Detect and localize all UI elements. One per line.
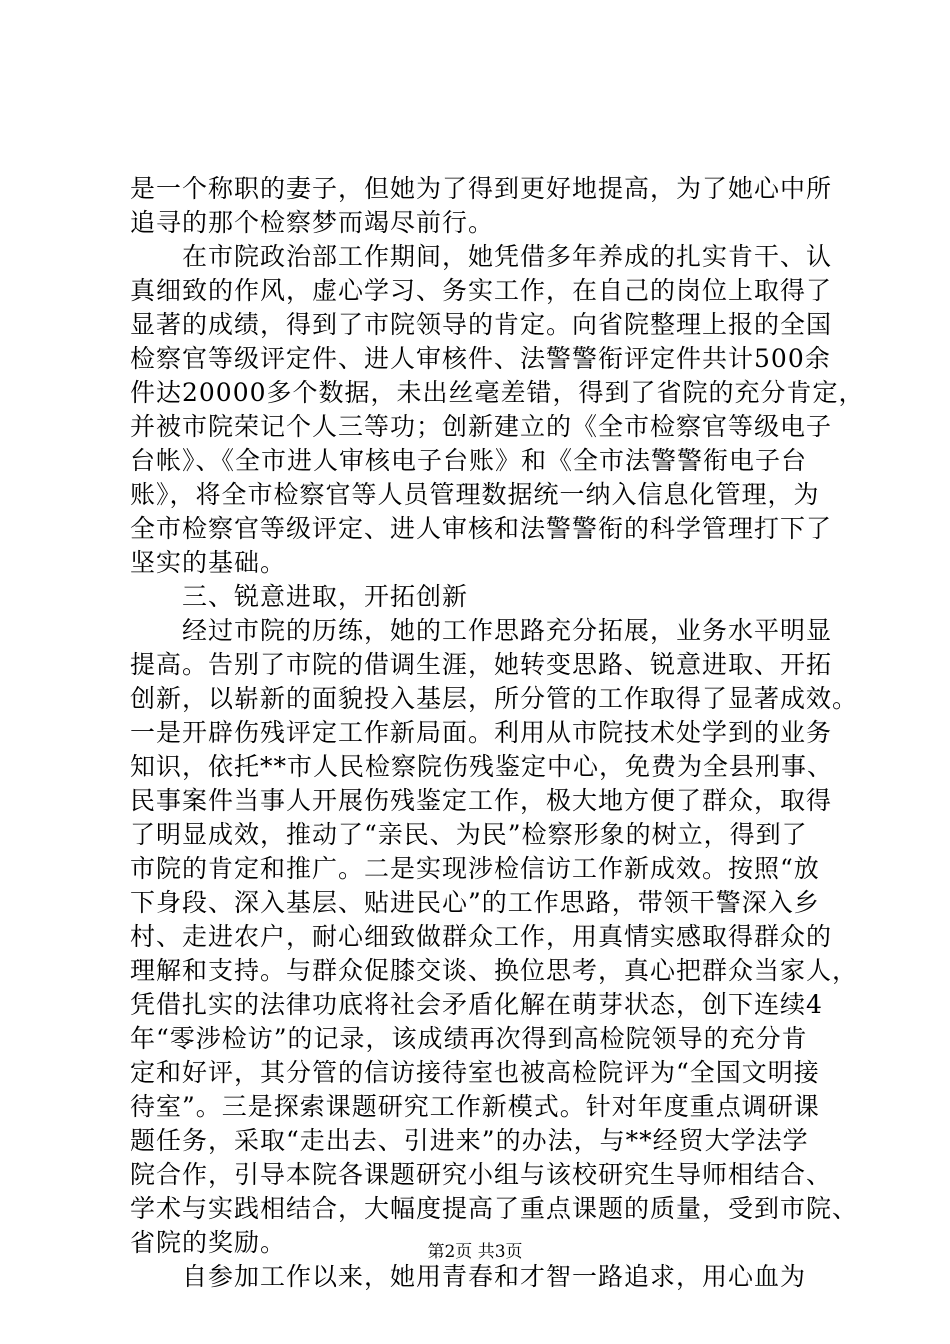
text-line: 定和好评，其分管的信访接待室也被高检院评为“全国文明接	[130, 1058, 820, 1087]
text-line: 追寻的那个检察梦而竭尽前行。	[130, 208, 495, 237]
text-line: 件达20000多个数据，未出丝毫差错，得到了省院的充分肯定，	[130, 378, 865, 407]
text-line: 市院的肯定和推广。二是实现涉检信访工作新成效。按照“放	[130, 854, 820, 883]
text-line: 凭借扎实的法律功底将社会矛盾化解在萌芽状态，创下连续4	[130, 990, 823, 1019]
text-line: 检察官等级评定件、进人审核件、法警警衔评定件共计500余	[130, 344, 831, 373]
text-line: 理解和支持。与群众促膝交谈、换位思考，真心把群众当家人，	[130, 956, 859, 985]
document-body	[130, 172, 865, 1294]
text-line: 坚实的基础。	[130, 548, 287, 577]
text-line: 真细致的作风，虚心学习、务实工作，在自己的岗位上取得了	[130, 276, 833, 305]
section-heading: 三、锐意进取，开拓创新	[130, 582, 469, 611]
text-line: 创新，以崭新的面貌投入基层，所分管的工作取得了显著成效。	[130, 684, 859, 713]
text-line: 并被市院荣记个人三等功；创新建立的《全市检察官等级电子	[130, 412, 833, 441]
text-line: 村、走进农户，耐心细致做群众工作，用真情实感取得群众的	[130, 922, 833, 951]
text-line: 是一个称职的妻子，但她为了得到更好地提高，为了她心中所	[130, 174, 833, 203]
text-line: 台帐》、《全市进人审核电子台账》和《全市法警警衔电子台	[130, 446, 808, 475]
text-line: 账》，将全市检察官等人员管理数据统一纳入信息化管理，为	[130, 480, 820, 509]
text-line: 经过市院的历练，她的工作思路充分拓展，业务水平明显	[130, 616, 833, 645]
text-line: 民事案件当事人开展伤残鉴定工作，极大地方便了群众，取得	[130, 786, 833, 815]
page-footer: 第2页 共3页	[427, 1242, 523, 1262]
text-line: 下身段、深入基层、贴进民心”的工作思路，带领干警深入乡	[130, 888, 820, 917]
text-line: 省院的奖励。	[130, 1228, 287, 1257]
text-line: 全市检察官等级评定、进人审核和法警警衔的科学管理打下了	[130, 514, 833, 543]
text-line: 显著的成绩，得到了市院领导的肯定。向省院整理上报的全国	[130, 310, 833, 339]
text-line: 待室”。三是探索课题研究工作新模式。针对年度重点调研课	[130, 1092, 820, 1121]
text-line: 学术与实践相结合，大幅度提高了重点课题的质量，受到市院、	[130, 1194, 859, 1223]
text-line: 在市院政治部工作期间，她凭借多年养成的扎实肯干、认	[130, 242, 833, 271]
text-line: 年“零涉检访”的记录，该成绩再次得到高检院领导的充分肯	[130, 1024, 808, 1053]
text-line: 知识，依托**市人民检察院伤残鉴定中心，免费为全县刑事、	[130, 752, 834, 781]
text-line: 提高。告别了市院的借调生涯，她转变思路、锐意进取、开拓	[130, 650, 833, 679]
text-line: 一是开辟伤残评定工作新局面。利用从市院技术处学到的业务	[130, 718, 833, 747]
text-line: 自参加工作以来，她用青春和才智一路追求，用心血为	[130, 1262, 807, 1291]
text-line: 题任务，采取“走出去、引进来”的办法，与**经贸大学法学	[130, 1126, 809, 1155]
text-line: 了明显成效，推动了“亲民、为民”检察形象的树立，得到了	[130, 820, 808, 849]
text-line: 院合作，引导本院各课题研究小组与该校研究生导师相结合、	[130, 1160, 833, 1189]
